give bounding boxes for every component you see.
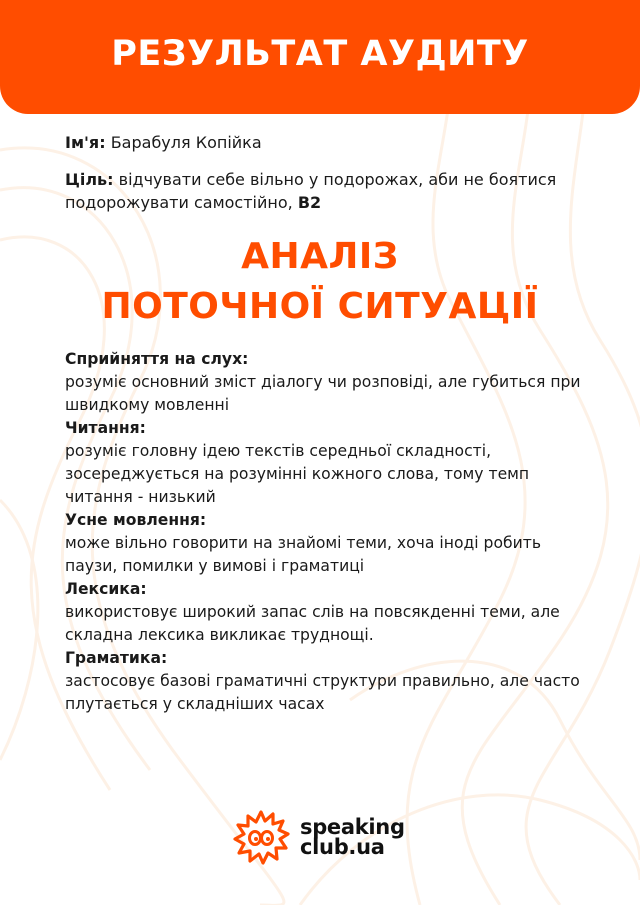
analysis-text: використовує широкий запас слів на повсякденні теми, але складна лексика викликає труднощі. xyxy=(65,603,560,644)
student-info xyxy=(65,131,585,228)
analysis-item-vocabulary xyxy=(65,578,595,647)
name-label: Ім'я: xyxy=(65,133,106,152)
brand-name-line1: speaking xyxy=(300,815,405,839)
analysis-label: Лексика: xyxy=(65,580,147,598)
goal-row xyxy=(65,168,585,214)
analysis-text: може вільно говорити на знайомі теми, хоча іноді робить паузи, помилки у вимові і граматиці xyxy=(65,534,542,575)
brand-name xyxy=(300,817,405,857)
header-banner xyxy=(0,0,640,114)
analysis-text: розуміє головну ідею текстів середньої складності, зосереджується на розумінні кожного слова, тому темп читання - низький xyxy=(65,442,530,506)
section-title xyxy=(0,232,640,332)
analysis-label: Сприйняття на слух: xyxy=(65,350,249,368)
analysis-text: розуміє основний зміст діалогу чи розповіді, але губиться при швидкому мовленні xyxy=(65,373,581,414)
analysis-label: Читання: xyxy=(65,419,146,437)
name-value: Барабуля Копійка xyxy=(105,133,262,152)
page-title: РЕЗУЛЬТАТ АУДИТУ xyxy=(111,34,529,74)
analysis-label: Усне мовлення: xyxy=(65,511,207,529)
name-row xyxy=(65,131,585,154)
goal-value: відчувати себе вільно у подорожах, аби не боятися подорожувати самостійно, xyxy=(65,170,557,212)
analysis-text: застосовує базові граматичні структури правильно, але часто плутається у складніших часах xyxy=(65,672,580,713)
section-title-line2: ПОТОЧНОЇ СИТУАЦІЇ xyxy=(101,286,539,327)
sun-face-icon xyxy=(232,808,290,866)
analysis-item-grammar xyxy=(65,647,595,716)
goal-level: B2 xyxy=(297,193,322,212)
brand-logo xyxy=(232,808,405,866)
analysis-label: Граматика: xyxy=(65,649,168,667)
analysis-list xyxy=(65,348,595,716)
section-title-line1: АНАЛІЗ xyxy=(241,236,399,277)
brand-name-line2: club.ua xyxy=(300,835,385,859)
analysis-item-speaking xyxy=(65,509,595,578)
analysis-item-listening xyxy=(65,348,595,417)
analysis-item-reading xyxy=(65,417,595,509)
goal-label: Ціль: xyxy=(65,170,114,189)
